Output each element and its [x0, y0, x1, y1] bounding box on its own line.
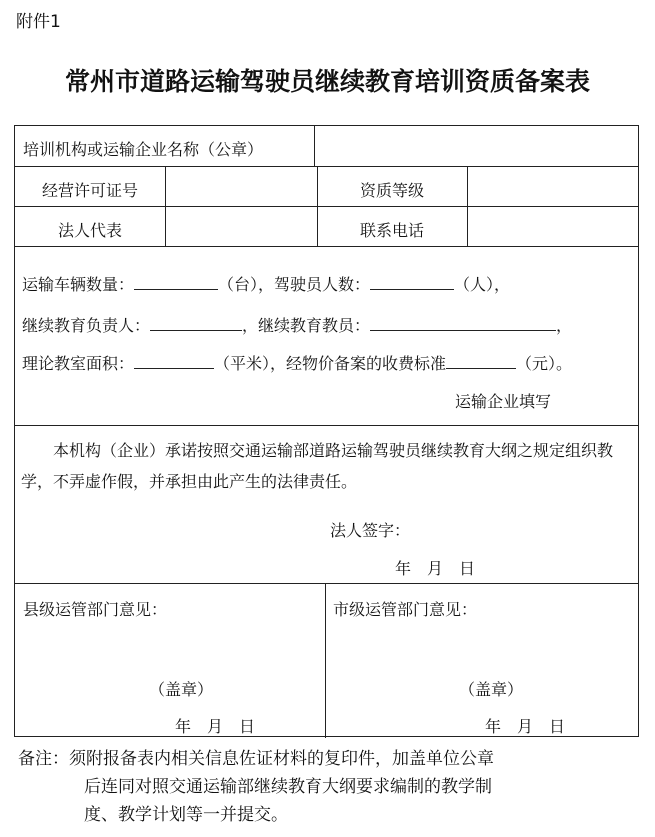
county-opinion-label: 县级运管部门意见： — [23, 600, 168, 619]
remarks-line-1: 备注：须附报备表内相关信息佐证材料的复印件，加盖单位公章 — [18, 749, 494, 769]
page-title: 常州市道路运输驾驶员继续教育培训资质备案表 — [64, 67, 590, 96]
edu-teacher-label: ，继续教育教员： — [242, 316, 371, 335]
vehicle-unit: （台）， — [218, 275, 275, 294]
driver-unit: （人）， — [454, 275, 511, 294]
commitment-date: 年 月 日 — [395, 559, 476, 578]
fee-unit: （元）。 — [516, 354, 573, 373]
city-date: 年 月 日 — [485, 717, 566, 736]
edu-head-label: 继续教育负责人： — [22, 316, 151, 335]
phone-label: 联系电话 — [359, 221, 424, 240]
vehicle-line-2 — [22, 313, 572, 336]
remarks-line-3: 度、教学计划等一并提交。 — [84, 805, 288, 825]
remarks-line-2: 后连同对照交通运输部继续教育大纲要求编制的教学制 — [84, 777, 492, 797]
qualification-field[interactable] — [471, 170, 635, 202]
signature-label: 法人签字： — [330, 521, 411, 540]
classroom-area-input[interactable] — [134, 354, 214, 369]
row-divider — [15, 166, 638, 167]
org-name-label: 培训机构或运输企业名称（公章） — [23, 140, 264, 159]
row-divider — [15, 583, 638, 584]
row-divider — [15, 425, 638, 426]
line2-end: ， — [556, 316, 573, 335]
remarks — [18, 745, 638, 829]
driver-count-input[interactable] — [370, 275, 454, 290]
driver-count-label: 驾驶员人数： — [274, 275, 371, 294]
fill-note: 运输企业填写 — [455, 392, 552, 411]
org-name-field[interactable] — [319, 132, 635, 162]
city-seal: （盖章） — [459, 680, 524, 699]
county-date: 年 月 日 — [175, 717, 256, 736]
area-unit: （平米）， — [214, 354, 287, 373]
qualification-label: 资质等级 — [359, 181, 424, 200]
city-opinion-label: 市级运管部门意见： — [333, 600, 478, 619]
row-divider — [15, 206, 638, 207]
commitment-text: 本机构（企业）承诺按照交通运输部道路运输驾驶员继续教育大纲之规定组织教学，不弄虚作假，并承担由此产生的法律责任。 — [21, 441, 614, 491]
legal-rep-label: 法人代表 — [57, 221, 122, 240]
fee-label: 经物价备案的收费标准 — [286, 354, 447, 373]
classroom-area-label: 理论教室面积： — [22, 354, 135, 373]
vehicle-count-label: 运输车辆数量： — [22, 275, 135, 294]
col-divider — [314, 126, 315, 166]
col-divider — [467, 166, 468, 246]
fee-input[interactable] — [446, 354, 516, 369]
filing-form — [14, 125, 639, 737]
county-seal: （盖章） — [149, 680, 214, 699]
edu-head-input[interactable] — [150, 316, 242, 331]
edu-teacher-input[interactable] — [370, 316, 556, 331]
row-divider — [15, 246, 638, 247]
col-divider — [325, 583, 326, 738]
vehicle-line-1 — [22, 272, 510, 295]
col-divider — [165, 166, 166, 246]
attachment-label: 附件1 — [16, 12, 61, 32]
phone-field[interactable] — [471, 210, 635, 242]
vehicle-line-3 — [22, 351, 572, 374]
license-field[interactable] — [170, 170, 312, 202]
license-label: 经营许可证号 — [41, 181, 138, 200]
legal-rep-field[interactable] — [170, 210, 312, 242]
vehicle-count-input[interactable] — [134, 275, 218, 290]
